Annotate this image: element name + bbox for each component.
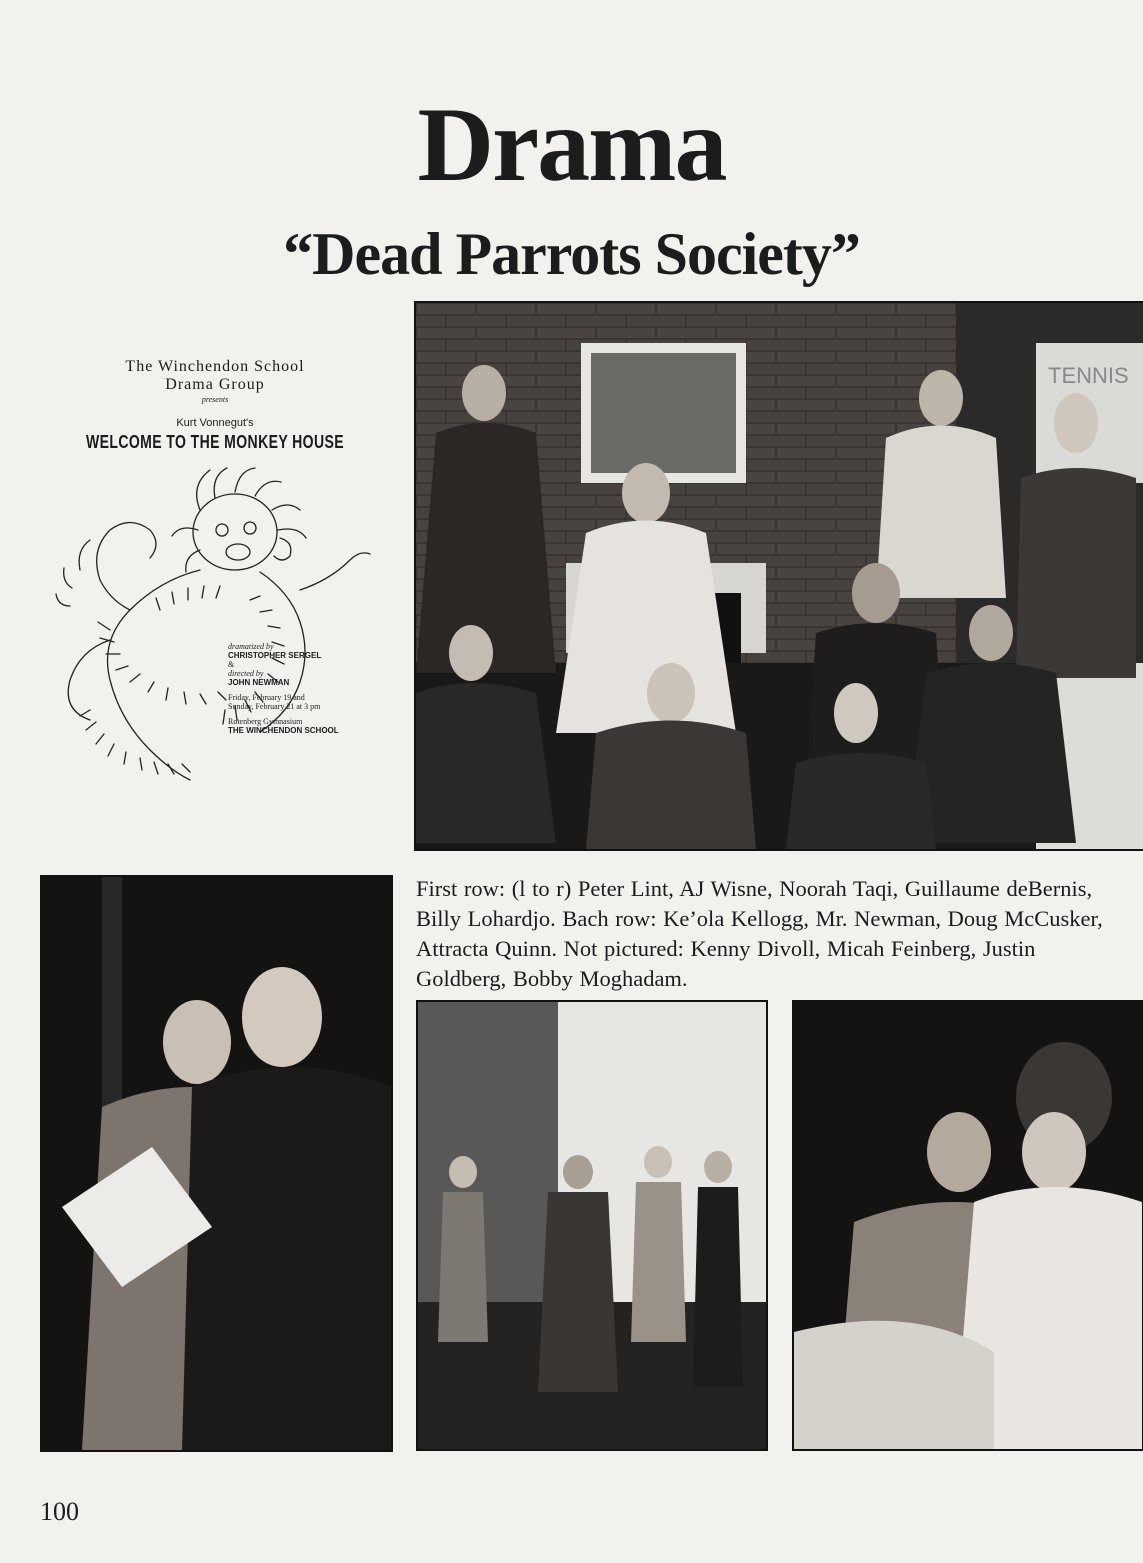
conversation-photo [792, 1000, 1143, 1451]
date-line-2: Sunday, February 21 at 3 pm [228, 702, 321, 711]
tennis-sign-text: TENNIS [1048, 363, 1129, 388]
photo-caption: First row: (l to r) Peter Lint, AJ Wisne, Noorah Taqi, Guillaume deBernis, Billy Lohardjo. Bach row: Ke’ola Kellogg, Mr. Newman, Doug McCusker, Attracta Quinn. Not pictured: Kenny Divoll, Micah Feinberg, Justin Goldberg, Bobby Moghadam. [416, 876, 1103, 991]
program-presents: presents [201, 395, 229, 404]
directed-by-label: directed by [228, 669, 264, 678]
monkey-drawing [50, 460, 380, 800]
dramatized-by-label: dramatized by [228, 642, 274, 651]
page-title: Drama [417, 86, 726, 203]
lobby-photo [416, 1000, 768, 1451]
group-photo [414, 301, 1143, 851]
program-group: Drama Group [165, 376, 265, 393]
program-show-title: WELCOME TO THE MONKEY HOUSE [85, 432, 345, 452]
director-name: JOHN NEWMAN [228, 678, 290, 687]
page-subtitle: “Dead Parrots Society” [283, 221, 860, 287]
program-author: Kurt Vonnegut's [176, 417, 254, 429]
ampersand: & [228, 660, 235, 669]
program-school: The Winchendon School [125, 358, 305, 375]
program-credits [228, 642, 388, 735]
rehearsal-photo [40, 875, 393, 1452]
venue-school: THE WINCHENDON SCHOOL [228, 726, 339, 735]
date-line-1: Friday, February 19 and [228, 693, 305, 702]
page-number: 100 [40, 1497, 79, 1526]
dramatizer-name: CHRISTOPHER SERGEL [228, 651, 322, 660]
playbill-program [40, 340, 390, 820]
venue: Rotenberg Gymnasium [228, 717, 303, 726]
